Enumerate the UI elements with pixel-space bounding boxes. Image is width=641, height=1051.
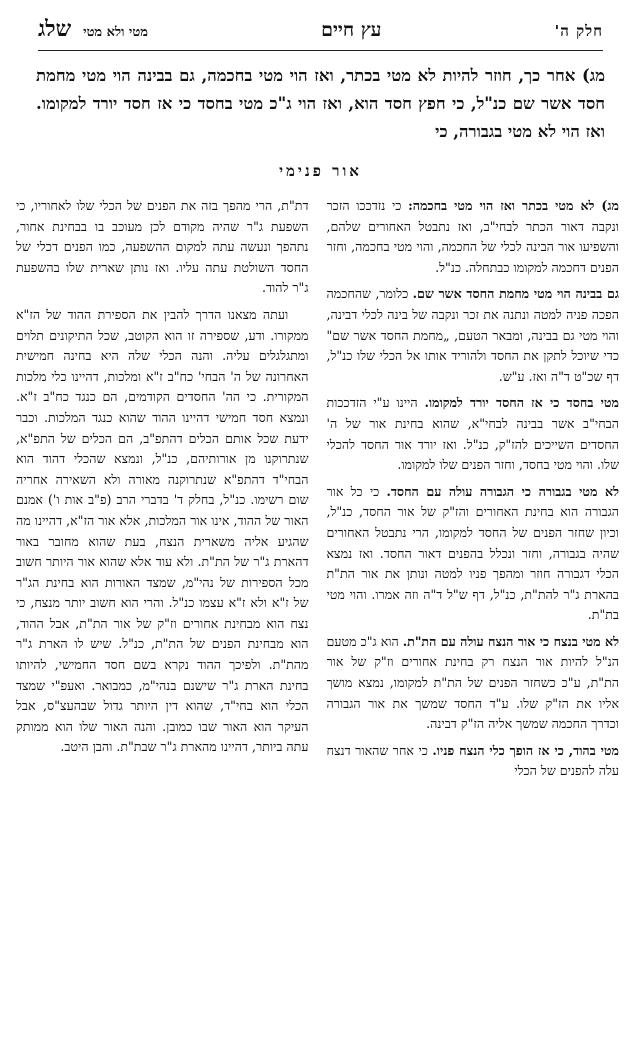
lemma-heading: מטי בהוד, כי אז הופך כלי הנצח פניו. [432,742,619,758]
paragraph-text: היינו ע"י הזדככות הבחי"ב אשר בבינה לבחי"א, שהוא בחינת אור של ה' החסדים השייכים להז"ק, כנ"ל. ואז יורד אור החסד להכלי שלו. והוי מטי בחסד, וחזר הפנים שלו למקומו. [326,395,619,473]
book-title: עץ חיים [321,19,382,41]
commentary-columns [16,196,619,1043]
page-number: שלג [38,16,72,42]
paragraph-text: הוא ג"כ מטעם הנ"ל להיות אור הנצח רק בחינת אחורים וז"ק של אור הת"ת, ע"כ כשחזר הפנים של הת"ת למקומו, נמצא מושך אליו את הז"ק שלו. ע"ד החסד שמשך את אור הגבורה וכדרך החכמה שמשך אליה הז"ק דבינה. [326,633,619,732]
commentary-paragraph [327,482,620,626]
right-column [327,196,620,1043]
page-header [38,16,603,51]
lemma-heading: לא מטי בנצח כי אור הנצח עולה עם הת"ת. [402,633,619,649]
paragraph-text: כי נזדככו הזכר ונקבה דאור הכתר לבחי"ב, ואז נתבטל האחורים שלהם, והשפיעו אור הבינה לכלי של החכמה, והוי מטי בחכמה, וחזר הפנים דחכמה למקומו כבתחלה. כנ"ל. [326,198,619,275]
paragraph-text: דת"ת, הרי מהפך בזה את הפנים של הכלי שלו לאחוריו, כי השפעת ג"ר שהיה מקודם לכן מעוכב בו בבחינת אחור, נתהפך ונעשה עתה למקום ההשפעה, כמו הפנים דכלי של החסד השולטת עתה עליו. ואז נותן שארית שלו בהשפעת ג"ר להוד. [16,198,309,296]
paragraph-text: כי כל אור הגבורה הוא בחינת האחורים והז"ק של אור החסד, כנ"ל, וכיון שחזר הפנים של החסד למקומו, הרי נתבטל האחורים שהיה בגבורה, וחזר ונכלל בהפנים דאור החסד. ואז נמצא הכלי דגבורה חוזר ומהפך פניו למטה ונותן את אור הת"ת בהארת ג"ר להת"ת, כנ"ל, דף ש"ל ד"ה וזה אמרו. והוי מטי בת"ת. [326,483,619,623]
commentary-paragraph [16,305,309,758]
paragraph-text: ועתה מצאנו הדרך להבין את הספירת ההוד של הז"א ממקורו. ודע, שספירה זו הוא הקוטב, שכל התיקונים תלוים ומתגלגלים עליה. והנה הכלי שלה היא בחינה חמישית האחרונה של ה' הבחי' כח"ב ז"א ומלכות, דהיינו כלי מלכות המקורית. כי הה' החסדים הקודמים, הם כנגד כח"ב ז"א. ונמצא חסד חמישי דהיינו ההוד שהוא כנגד המלכות. וכבר ידעת שכל אותם הכלים דהתפ"ב, הם הכלים של התפ"א, שנתרוקנו מן אורותיהם, כנ"ל, ונמצא שהכלי דהוד הוא הבחי"ד דהתפ"א שנתרוקנה מאורה ולא השאירה אחריה שום רשימו. כנ"ל, בחלק ד' בדברי הרב (פ"ב אות ו') אמנם האור של ההוד, אינו אור המלכות, אלא אור הז"א, דהיינו מה שהגיע אליה משארית הנצח, בעת שהוא מחובר באור דהארת ג"ר של הת"ת. ולא עוד אלא שהוא אור היותר חשוב מכל הספירות של נהי"מ, שמצד האורות הוא בחינת הג"ר של ז"א ולא ז"א עצמו כנ"ל. והרי הוא חשוב יותר מנצח, כי נצח הוא מבחינת אחורים וז"ק של אור הת"ת, אבל ההוד, הוא מבחינת הפנים של הת"ת, כנ"ל. שיש לו הארת ג"ר מהת"ת. ולפיכך ההוד נקרא בשם חסד החמישי, להיותו בחינת הארת ג"ר שישנם בנהי"מ, כמבואר. ואעפ"י שמצד הכלי הוא בחי"ד, שהוא דין היותר גדול שבהעצ"ס, אבל העיקר הוא האור שבו כמובן. והנה האור שלו הוא ממותק עתה ביותר, דהיינו מהארת ג"ר שבת"ת. והבן היטב. [16,306,309,755]
lemma-heading: גם בבינה הוי מטי מחמת החסד אשר שם. [412,286,619,302]
header-right-group [38,16,148,42]
commentary-paragraph [327,284,620,387]
lemma-heading: מטי בחסד כי אז החסד יורד למקומו. [424,395,619,411]
part-label: חלק ה' [554,22,603,40]
lemma-heading: לא מטי בגבורה כי הגבורה עולה עם החסד. [386,483,619,499]
commentary-paragraph [327,196,620,278]
commentary-paragraph [327,741,620,782]
paragraph-text: כלומר, שהחכמה הפכה פניה למטה ונתנה את זכר ונקבה של בינה לכלי דבינה, והוי מטי גם בבינה, ומבאר הטעם, „מחמת החסד אשר שם" כדי שיוכל לתקן את החסד ולהוריד אותו אל הכלי שלו כנ"ל, דף שכ"ט ד"ה ואז. ע"ש. [326,286,619,384]
commentary-title: אור פנימי [279,162,362,180]
main-text-paragraph: מג) אחר כך, חוזר להיות לא מטי בכתר, ואז הוי מטי בחכמה, גם בבינה הוי מטי מחמת חסד אשר שם כנ"ל, כי חפץ חסד הוא, ואז הוי ג"כ מטי בחסד כי אז חסד יורד למקומו. ואז הוי לא מטי בגבורה, כי [36,66,605,141]
commentary-paragraph [327,393,620,475]
lemma-heading: מג) לא מטי בכתר ואז הוי מטי בחכמה: [408,198,619,213]
paragraph-text: כי אחר שהאור דנצח עלה להפנים של הכלי [326,742,619,779]
chapter-subtitle: מטי ולא מטי [83,25,148,40]
commentary-paragraph [16,196,309,299]
left-column [16,196,309,1043]
commentary-paragraph [327,632,620,735]
